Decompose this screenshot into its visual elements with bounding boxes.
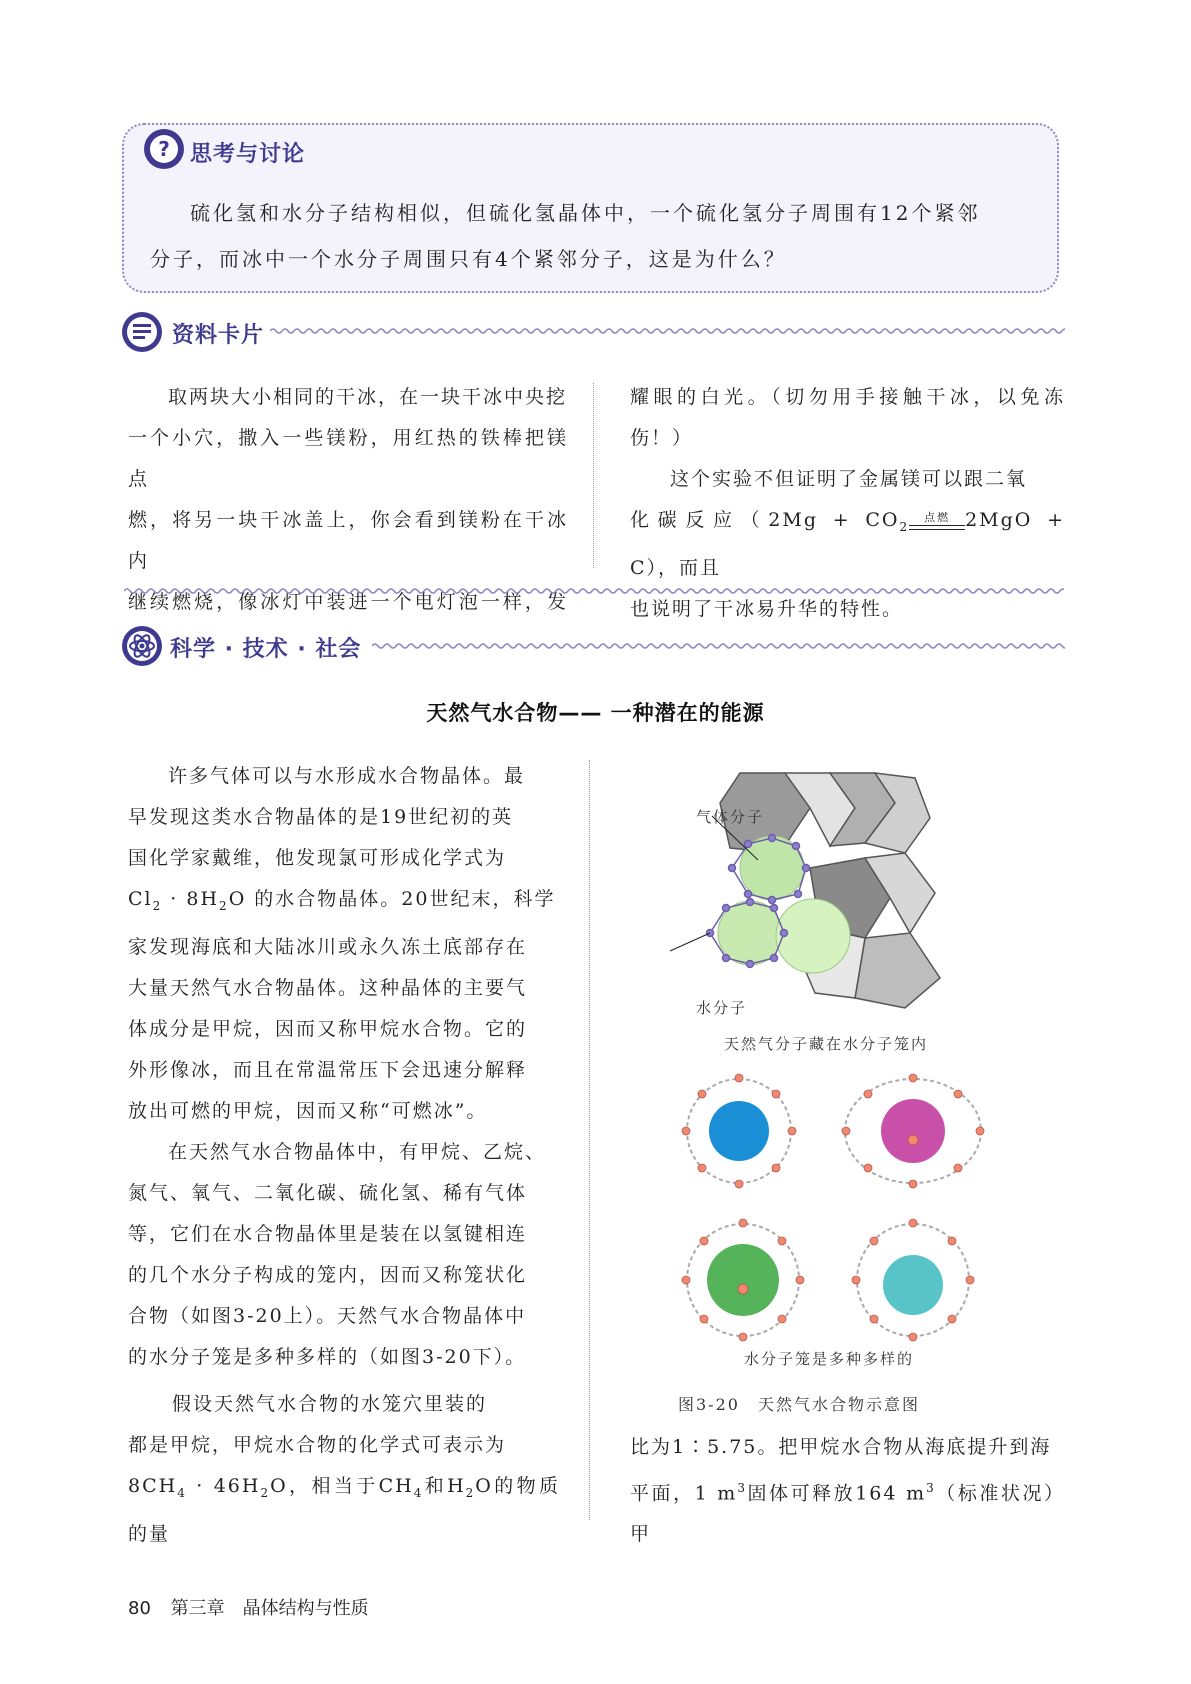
question-icon [142, 127, 186, 171]
think-text [150, 190, 1040, 282]
svg-text:?: ? [158, 137, 170, 161]
f-sub-2: 2 [260, 1485, 271, 1500]
page-number: 80 [128, 1598, 151, 1619]
card-right-line-3 [630, 500, 1065, 589]
r2-sup-1: 3 [737, 1481, 747, 1495]
p1-line-2: 早发现这类水合物晶体的是19世纪初的英 [128, 806, 514, 828]
p2-line-1: 在天然气水合物晶体中，有甲烷、乙烷、 [168, 1140, 547, 1163]
reaction-condition [909, 512, 965, 530]
p2-line-3: 等，它们在水合物晶体里是装在以氢键相连 [128, 1222, 528, 1245]
p1-line-1: 许多气体可以与水形成水合物晶体。最 [168, 765, 526, 787]
article-right-column [630, 1427, 1065, 1555]
document-icon [120, 310, 164, 354]
article-divider [589, 760, 590, 1520]
formula-sub-1: 2 [152, 898, 163, 913]
p1-line-3: 国化学家戴维，他发现氯可形成化学式为 [128, 847, 507, 869]
cage-blue [678, 1070, 800, 1192]
p2-line-5: 合物（如图3-20上）。天然气水合物晶体中 [128, 1304, 527, 1327]
label-gas-molecule: 气体分子 [696, 808, 765, 826]
card-left-line-4: 继续燃烧，像冰灯中装进一个电灯泡一样，发 [128, 591, 568, 613]
card-left-line-2: 一个小穴，撒入一些镁粉，用红热的铁棒把镁点 [128, 427, 568, 490]
think-line-2: 分子，而冰中一个水分子周围只有4个紧邻分子，这是为什么？ [150, 247, 787, 271]
think-line-1: 硫化氢和水分子结构相似，但硫化氢晶体中，一个硫化氢分子周围有12个紧邻 [190, 201, 981, 225]
formula-cl: Cl [128, 888, 153, 910]
p3-line-3 [128, 1466, 560, 1555]
p1-line-7: 体成分是甲烷，因而又称甲烷水合物。它的 [128, 1017, 528, 1040]
equation-part-b: 2MgO + C），而且 [630, 509, 1065, 579]
r2-a: 平面，1 m [630, 1482, 738, 1505]
p2-line-4: 的几个水分子构成的笼内，因而又称笼状化 [128, 1263, 528, 1286]
p3-line-1: 假设天然气水合物的水笼穴里装的 [172, 1392, 488, 1415]
card-right-line-1: 耀眼的白光。（切勿用手接触干冰，以免冻伤！） [630, 386, 1065, 449]
card-bottom-wave [124, 586, 1064, 596]
article-title: 天然气水合物—— 一种潜在的能源 [426, 701, 765, 725]
right-line-1: 比为1∶5.75。把甲烷水合物从海底提升到海 [630, 1436, 1052, 1458]
think-title: 思考与讨论 [190, 142, 306, 167]
cage-magenta [838, 1070, 988, 1192]
p1-line-8: 外形像冰，而且在常温常压下会迅速分解释 [128, 1058, 528, 1081]
r2-c: （标准状况）甲 [630, 1482, 1065, 1546]
sts-wave-line [372, 641, 1065, 651]
formula-sub-2: 2 [219, 898, 229, 913]
p1-line-4 [128, 879, 560, 927]
article-left-column [128, 756, 560, 1555]
right-line-2 [630, 1468, 1065, 1555]
p2-line-2: 氮气、氧气、二氧化碳、硫化氢、稀有气体 [128, 1181, 528, 1204]
f-h: 和H [423, 1474, 466, 1497]
equation-subscript: 2 [899, 519, 910, 534]
chapter-title: 第三章 晶体结构与性质 [170, 1598, 369, 1619]
formula-h: · 8H [162, 888, 220, 910]
equation-part-a: 化碳反应（2Mg + CO [630, 509, 900, 531]
sts-title: 科学 · 技术 · 社会 [170, 637, 362, 662]
card-left-column [128, 377, 568, 664]
card-wave-line [270, 326, 1065, 336]
card-right-line-2: 这个实验不但证明了金属镁可以跟二氧 [670, 468, 1028, 490]
caption-top: 天然气分子藏在水分子笼内 [724, 1035, 929, 1053]
cage-teal [848, 1215, 978, 1345]
p1-line-9: 放出可燃的甲烷，因而又称“可燃冰”。 [128, 1099, 488, 1122]
f-sub-4b: 4 [413, 1485, 424, 1500]
f-sub-4: 4 [177, 1485, 187, 1500]
card-left-line-3: 燃，将另一块干冰盖上，你会看到镁粉在干冰内 [128, 509, 568, 572]
p2-line-6: 的水分子笼是多种多样的（如图3-20下）。 [128, 1345, 527, 1368]
f-ch: O，相当于CH [270, 1474, 414, 1497]
f-8ch: 8CH [128, 1474, 178, 1497]
p1-line-5: 家发现海底和大陆冰川或永久冻土底部存在 [128, 935, 528, 958]
cage-green [678, 1215, 808, 1345]
card-right-line-4: 也说明了干冰易升华的特性。 [630, 597, 904, 620]
caption-bottom: 水分子笼是多种多样的 [744, 1350, 915, 1368]
card-divider [593, 383, 594, 568]
f-sub-2b: 2 [465, 1485, 476, 1500]
condition-label: 点燃 [924, 511, 951, 524]
figure-caption: 图3-20 天然气水合物示意图 [678, 1395, 920, 1414]
card-left-line-1: 取两块大小相同的干冰，在一块干冰中央挖 [168, 386, 568, 408]
f-46h: · 46H [186, 1474, 261, 1497]
formula-rest: O 的水合物晶体。20世纪末，科学 [228, 888, 556, 910]
f-rest: O的物质的量 [128, 1474, 561, 1545]
r2-sup-2: 3 [926, 1481, 936, 1495]
r2-b: 固体可释放164 m [746, 1482, 927, 1505]
p3-line-2: 都是甲烷，甲烷水合物的化学式可表示为 [128, 1433, 507, 1456]
card-title: 资料卡片 [172, 323, 265, 348]
p1-line-6: 大量天然气水合物晶体。这种晶体的主要气 [128, 976, 528, 999]
label-water-molecule: 水分子 [696, 999, 748, 1017]
atom-icon [120, 624, 164, 668]
page-footer [128, 1594, 369, 1620]
